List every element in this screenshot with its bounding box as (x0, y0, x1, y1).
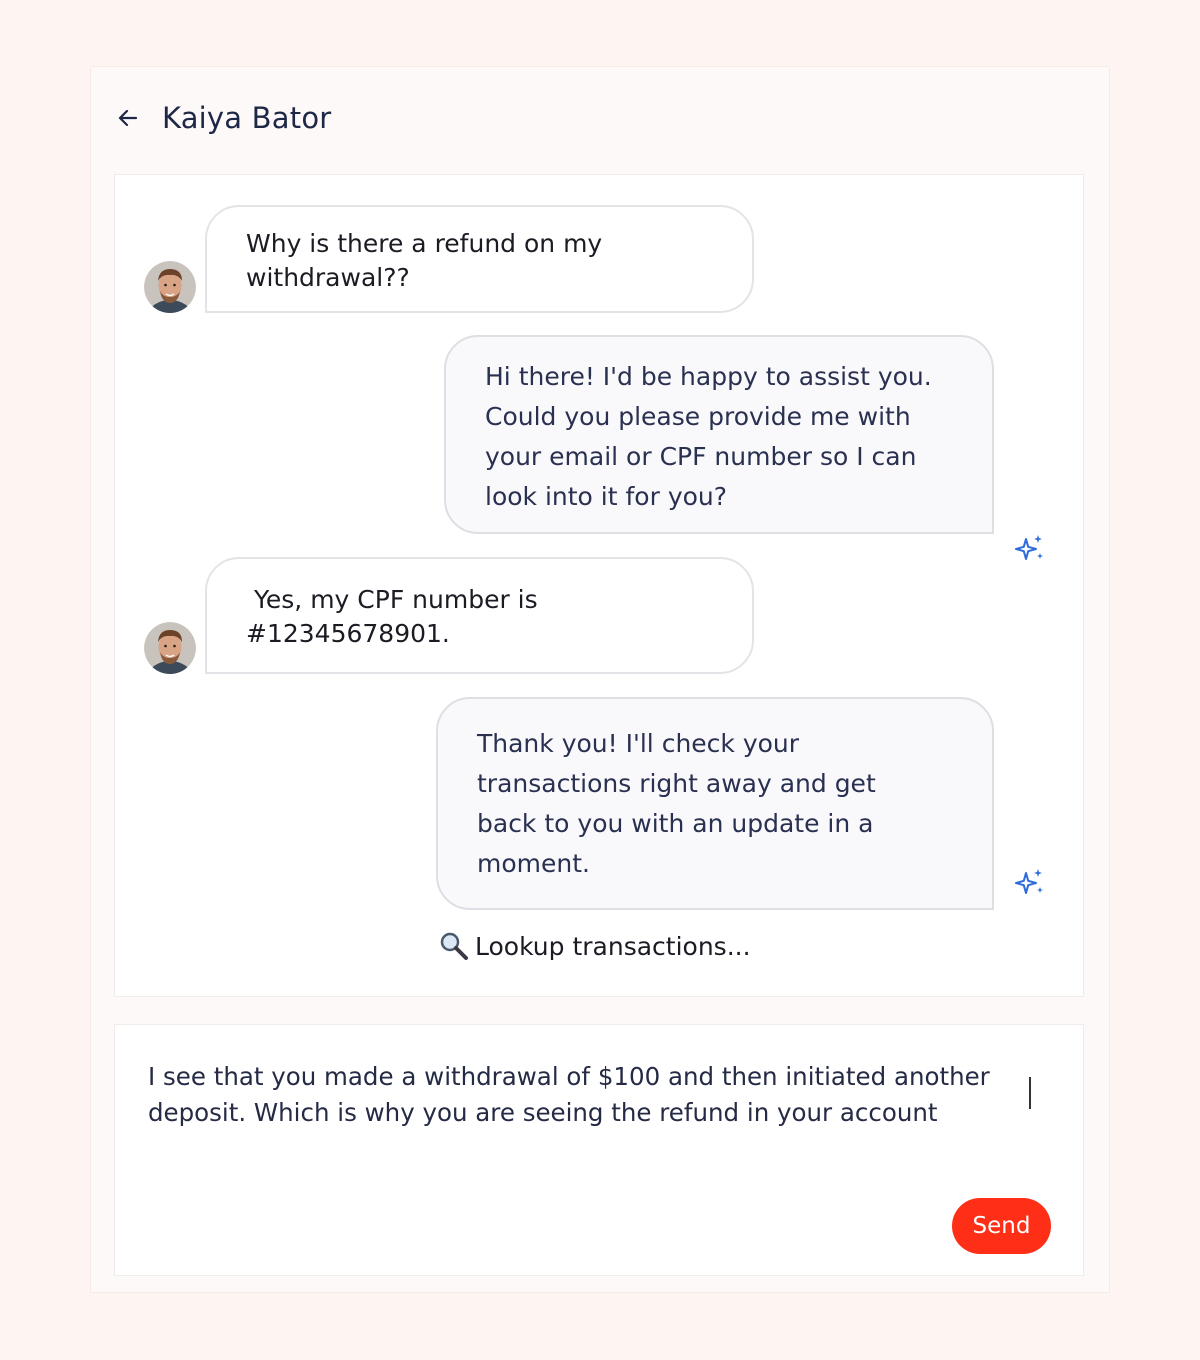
sparkle-icon (1014, 867, 1046, 899)
sparkle-icon (1014, 533, 1046, 565)
message-bubble-agent (436, 697, 994, 910)
message-text: Hi there! I'd be happy to assist you. Could you please provide me with your email or CPF number so I can look into it for you? (485, 362, 932, 511)
customer-avatar (144, 261, 196, 313)
magnifying-glass-icon (439, 931, 469, 961)
message-composer[interactable] (114, 1024, 1084, 1276)
arrow-left-icon (116, 106, 140, 130)
page-title: Kaiya Bator (162, 101, 332, 135)
message-bubble-agent (444, 335, 994, 534)
text-caret (1029, 1077, 1031, 1109)
tool-status (439, 931, 751, 961)
message-bubble-customer (205, 205, 754, 313)
send-button[interactable]: Send (952, 1198, 1051, 1254)
back-button[interactable] (114, 104, 142, 132)
message-text: Why is there a refund on my withdrawal?? (246, 229, 603, 292)
chat-header (114, 98, 331, 138)
conversation-area (114, 174, 1084, 997)
composer-input[interactable]: I see that you made a withdrawal of $100 and then initiated another deposit. Which is why you are seeing the refund in your account (148, 1062, 990, 1127)
message-text: Thank you! I'll check your transactions right away and get back to you with an update in a moment. (477, 729, 876, 878)
message-text: Yes, my CPF number is #12345678901. (246, 585, 546, 648)
message-bubble-customer (205, 557, 754, 674)
status-text: Lookup transactions... (475, 931, 751, 961)
customer-avatar (144, 622, 196, 674)
